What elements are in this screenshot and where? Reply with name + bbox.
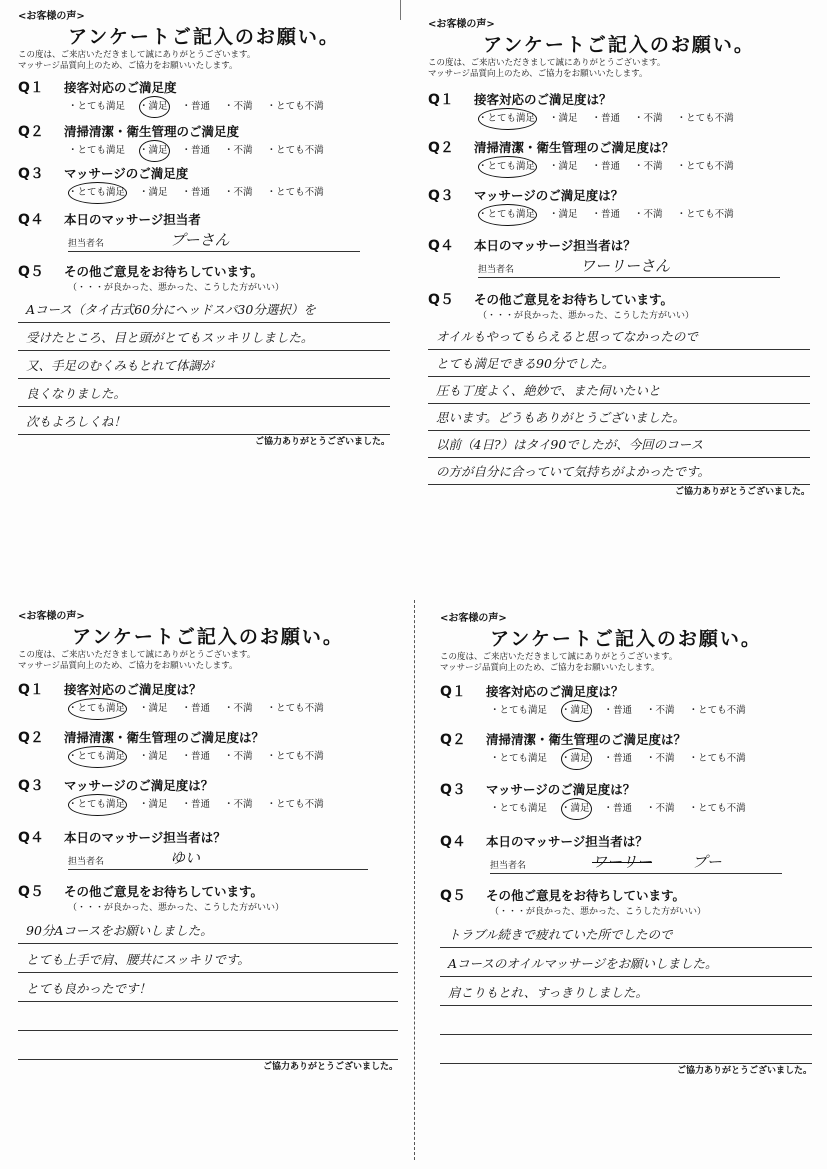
question-number: Q２ xyxy=(428,140,454,156)
question-number: Q３ xyxy=(18,778,44,794)
comment-line: 以前（4日?）はタイ90でしたが、今回のコース xyxy=(428,432,810,458)
question-5 xyxy=(428,290,810,485)
survey-card xyxy=(18,610,398,1074)
top-divider xyxy=(400,0,401,20)
card-intro xyxy=(18,50,390,72)
question-text: マッサージのご満足度は？ xyxy=(474,188,624,203)
question-text: 清掃清潔・衛生管理のご満足度は？ xyxy=(64,730,265,745)
rating-option[interactable]: ・不満 xyxy=(224,751,253,762)
question-row xyxy=(18,882,398,902)
rating-option[interactable]: ・とても不満 xyxy=(266,703,324,714)
staff-name-struck: ワーリー xyxy=(592,853,653,871)
survey-card xyxy=(428,18,810,499)
intro-line: この度は、ご来店いただきまして誠にありがとうございます。 xyxy=(440,652,678,662)
card-divider xyxy=(414,600,415,1160)
question-number: Q３ xyxy=(428,188,454,204)
question-number: Q５ xyxy=(428,292,454,308)
question-row xyxy=(428,186,810,206)
question-3 xyxy=(428,186,810,224)
question-hint: （・・・が良かった、悪かった、こうした方がいい） xyxy=(478,311,695,321)
rating-options xyxy=(18,700,398,718)
question-2 xyxy=(18,728,398,766)
staff-label: 担当者名 xyxy=(490,861,527,871)
rating-option[interactable]: ・普通 xyxy=(603,803,633,814)
rating-option[interactable]: ・満足 xyxy=(139,751,168,762)
rating-options xyxy=(18,184,390,202)
rating-option[interactable]: ・満足 xyxy=(139,703,168,714)
question-row xyxy=(18,210,390,230)
rating-option[interactable]: ・満足 xyxy=(139,799,168,810)
comment-line: 良くなりました。 xyxy=(18,381,390,407)
comment-line xyxy=(18,1034,398,1060)
rating-option[interactable]: ・不満 xyxy=(634,209,663,220)
rating-option[interactable]: ・普通 xyxy=(181,145,211,156)
rating-option[interactable]: ・不満 xyxy=(646,705,675,716)
rating-option[interactable]: ・不満 xyxy=(224,703,253,714)
intro-line: マッサージ品質向上のため、ご協力をお願いいたします。 xyxy=(440,663,660,673)
rating-option[interactable]: ・とても満足 xyxy=(68,796,125,814)
question-row xyxy=(440,886,812,906)
rating-option[interactable]: ・とても満足 xyxy=(68,184,125,202)
question-row xyxy=(440,832,812,852)
question-hint: （・・・が良かった、悪かった、こうした方がいい） xyxy=(68,903,285,913)
question-number: Q２ xyxy=(440,732,466,748)
rating-option[interactable]: ・とても満足 xyxy=(68,145,126,156)
rating-option[interactable]: ・不満 xyxy=(646,753,675,764)
question-text: 本日のマッサージ担当者は？ xyxy=(64,830,226,845)
rating-option[interactable]: ・とても不満 xyxy=(266,145,324,156)
rating-option[interactable]: ・とても満足 xyxy=(68,748,125,766)
rating-options xyxy=(440,702,812,720)
survey-card xyxy=(440,612,812,1078)
question-text: 清掃清潔・衛生管理のご満足度は？ xyxy=(486,732,687,747)
staff-name: プー xyxy=(692,853,722,871)
rating-option[interactable]: ・満足 xyxy=(561,800,590,818)
question-3 xyxy=(18,776,398,814)
rating-option[interactable]: ・普通 xyxy=(603,753,633,764)
comment-area[interactable] xyxy=(428,324,810,485)
question-number: Q５ xyxy=(18,884,44,900)
question-2 xyxy=(440,730,812,768)
question-number: Q３ xyxy=(18,166,44,182)
comment-line: とても上手で肩、腰共にスッキリです。 xyxy=(18,947,398,973)
staff-line[interactable] xyxy=(490,851,782,874)
question-row xyxy=(18,164,390,184)
rating-options xyxy=(440,750,812,768)
question-text: その他ご意見をお待ちしています。 xyxy=(474,292,674,307)
comment-line: 思います。どうもありがとうございました。 xyxy=(428,405,810,431)
intro-line: マッサージ品質向上のため、ご協力をお願いいたします。 xyxy=(428,69,648,79)
rating-option[interactable]: ・とても不満 xyxy=(688,705,746,716)
question-4 xyxy=(428,236,810,278)
rating-option[interactable]: ・不満 xyxy=(224,799,253,810)
intro-line: この度は、ご来店いただきまして誠にありがとうございます。 xyxy=(18,50,256,60)
comment-line: 90分Aコースをお願いしました。 xyxy=(18,918,398,944)
survey-card xyxy=(18,10,390,449)
staff-field xyxy=(428,256,810,278)
rating-option[interactable]: ・普通 xyxy=(181,187,211,198)
thanks-note: ご協力ありがとうございました。 xyxy=(674,487,810,497)
staff-label: 担当者名 xyxy=(68,239,105,249)
question-3 xyxy=(18,164,390,202)
comment-line: Aコース（タイ古式60分にヘッドスパ30分選択）を xyxy=(18,297,390,323)
rating-option[interactable]: ・不満 xyxy=(634,161,663,172)
rating-option[interactable]: ・不満 xyxy=(646,803,675,814)
comment-line: とても良かったです！ xyxy=(18,976,398,1002)
question-5 xyxy=(18,882,398,1060)
thanks-note: ご協力ありがとうございました。 xyxy=(262,1062,398,1072)
rating-option[interactable]: ・満足 xyxy=(139,98,168,116)
question-text: 清掃清潔・衛生管理のご満足度は？ xyxy=(474,140,675,155)
question-row xyxy=(18,728,398,748)
rating-option[interactable]: ・不満 xyxy=(224,187,253,198)
question-number: Q１ xyxy=(18,80,44,96)
card-title: アンケートご記入のお願い。 xyxy=(72,626,344,648)
question-number: Q５ xyxy=(18,264,44,280)
rating-option[interactable]: ・とても満足 xyxy=(68,101,126,112)
rating-option[interactable]: ・とても満足 xyxy=(478,110,535,128)
staff-line[interactable] xyxy=(68,229,360,252)
rating-options xyxy=(428,158,810,176)
question-text: 接客対応のご満足度 xyxy=(64,80,177,95)
comment-line: とても満足できる90分でした。 xyxy=(428,351,810,377)
rating-option[interactable]: ・とても満足 xyxy=(478,206,535,224)
question-number: Q４ xyxy=(440,834,466,850)
comment-area[interactable] xyxy=(440,922,812,1064)
rating-options xyxy=(18,748,398,766)
question-5 xyxy=(440,886,812,1064)
rating-option[interactable]: ・とても満足 xyxy=(490,803,548,814)
comment-line: 又、手足のむくみもとれて体調が xyxy=(18,353,390,379)
staff-field xyxy=(18,230,390,252)
question-row xyxy=(440,780,812,800)
question-row xyxy=(18,680,398,700)
question-row xyxy=(18,122,390,142)
question-3 xyxy=(440,780,812,818)
question-text: 接客対応のご満足度は？ xyxy=(474,92,612,107)
staff-label: 担当者名 xyxy=(478,265,515,275)
intro-line: この度は、ご来店いただきまして誠にありがとうございます。 xyxy=(18,650,256,660)
question-row xyxy=(18,78,390,98)
rating-option[interactable]: ・不満 xyxy=(224,101,253,112)
question-text: その他ご意見をお待ちしています。 xyxy=(486,888,686,903)
question-text: 接客対応のご満足度は？ xyxy=(64,682,202,697)
rating-option[interactable]: ・とても不満 xyxy=(676,113,734,124)
rating-option[interactable]: ・満足 xyxy=(139,142,168,160)
question-number: Q２ xyxy=(18,124,44,140)
rating-option[interactable]: ・普通 xyxy=(181,751,211,762)
comment-line xyxy=(18,1005,398,1031)
question-text: 清掃清潔・衛生管理のご満足度 xyxy=(64,124,240,139)
question-hint: （・・・が良かった、悪かった、こうした方がいい） xyxy=(68,283,285,293)
rating-option[interactable]: ・とても不満 xyxy=(688,803,746,814)
rating-option[interactable]: ・とても満足 xyxy=(478,158,535,176)
question-row xyxy=(18,828,398,848)
question-row xyxy=(440,682,812,702)
comment-area[interactable] xyxy=(18,297,390,435)
question-number: Q４ xyxy=(18,830,44,846)
question-number: Q１ xyxy=(18,682,44,698)
question-number: Q１ xyxy=(428,92,454,108)
card-header: <お客様の声> xyxy=(18,611,85,622)
question-number: Q２ xyxy=(18,730,44,746)
intro-line: この度は、ご来店いただきまして誠にありがとうございます。 xyxy=(428,58,666,68)
staff-field xyxy=(18,848,398,870)
rating-option[interactable]: ・普通 xyxy=(181,799,211,810)
question-number: Q３ xyxy=(440,782,466,798)
question-row xyxy=(428,90,810,110)
comment-line: Aコースのオイルマッサージをお願いしました。 xyxy=(440,951,812,977)
card-header: <お客様の声> xyxy=(18,11,85,22)
staff-line[interactable] xyxy=(68,847,368,870)
comment-line: オイルもやってもらえると思ってなかったので xyxy=(428,324,810,350)
rating-option[interactable]: ・満足 xyxy=(561,750,590,768)
question-number: Q５ xyxy=(440,888,466,904)
comment-line: 次もよろしくね！ xyxy=(18,409,390,435)
rating-option[interactable]: ・とても不満 xyxy=(266,799,324,810)
card-intro xyxy=(440,652,812,674)
rating-option[interactable]: ・普通 xyxy=(181,703,211,714)
question-5 xyxy=(18,262,390,435)
comment-line: 受けたところ、目と頭がとてもスッキリしました。 xyxy=(18,325,390,351)
question-4 xyxy=(440,832,812,874)
rating-option[interactable]: ・不満 xyxy=(634,113,663,124)
rating-options xyxy=(428,206,810,224)
question-number: Q１ xyxy=(440,684,466,700)
rating-option[interactable]: ・普通 xyxy=(591,161,621,172)
card-title: アンケートご記入のお願い。 xyxy=(68,26,340,48)
rating-option[interactable]: ・満足 xyxy=(139,187,168,198)
question-text: マッサージのご満足度は？ xyxy=(64,778,214,793)
question-text: 本日のマッサージ担当者は？ xyxy=(474,238,636,253)
rating-option[interactable]: ・とても不満 xyxy=(688,753,746,764)
question-hint: （・・・が良かった、悪かった、こうした方がいい） xyxy=(490,907,707,917)
staff-line[interactable] xyxy=(478,255,780,278)
staff-name: ゆい xyxy=(170,849,201,867)
question-row xyxy=(18,262,390,282)
rating-option[interactable]: ・とても満足 xyxy=(490,705,548,716)
card-intro xyxy=(18,650,398,672)
rating-option[interactable]: ・とても不満 xyxy=(266,187,324,198)
question-number: Q４ xyxy=(428,238,454,254)
question-row xyxy=(428,236,810,256)
comment-line xyxy=(440,1009,812,1035)
comment-line: の方が自分に合っていて気持ちがよかったです。 xyxy=(428,459,810,485)
question-text: その他ご意見をお待ちしています。 xyxy=(64,884,264,899)
question-text: 本日のマッサージ担当者 xyxy=(64,212,201,227)
staff-name: ワーリーさん xyxy=(580,257,671,275)
question-2 xyxy=(428,138,810,176)
rating-options xyxy=(18,98,390,116)
rating-option[interactable]: ・とても不満 xyxy=(676,209,734,220)
staff-label: 担当者名 xyxy=(68,857,105,867)
rating-option[interactable]: ・満足 xyxy=(549,113,578,124)
rating-option[interactable]: ・不満 xyxy=(224,145,253,156)
question-row xyxy=(440,730,812,750)
staff-name: プーさん xyxy=(170,231,230,249)
rating-options xyxy=(440,800,812,818)
rating-option[interactable]: ・普通 xyxy=(603,705,633,716)
question-row xyxy=(18,776,398,796)
rating-option[interactable]: ・満足 xyxy=(549,161,578,172)
question-1 xyxy=(18,680,398,718)
staff-field xyxy=(440,852,812,874)
rating-option[interactable]: ・普通 xyxy=(591,209,621,220)
intro-line: マッサージ品質向上のため、ご協力をお願いいたします。 xyxy=(18,61,238,71)
question-row xyxy=(428,138,810,158)
thanks-note: ご協力ありがとうございました。 xyxy=(254,437,390,447)
rating-option[interactable]: ・満足 xyxy=(561,702,590,720)
rating-option[interactable]: ・とても満足 xyxy=(68,700,125,718)
card-title: アンケートご記入のお願い。 xyxy=(483,34,755,56)
question-row xyxy=(428,290,810,310)
rating-option[interactable]: ・とても不満 xyxy=(676,161,734,172)
question-number: Q４ xyxy=(18,212,44,228)
rating-option[interactable]: ・普通 xyxy=(591,113,621,124)
question-text: その他ご意見をお待ちしています。 xyxy=(64,264,264,279)
question-4 xyxy=(18,210,390,252)
question-text: 本日のマッサージ担当者は？ xyxy=(486,834,648,849)
comment-area[interactable] xyxy=(18,918,398,1060)
rating-option[interactable]: ・とても満足 xyxy=(490,753,548,764)
card-header: <お客様の声> xyxy=(440,613,507,624)
question-1 xyxy=(18,78,390,116)
rating-options xyxy=(18,796,398,814)
comment-line xyxy=(440,1038,812,1064)
question-text: マッサージのご満足度 xyxy=(64,166,189,181)
thanks-note: ご協力ありがとうございました。 xyxy=(676,1066,812,1076)
rating-options xyxy=(428,110,810,128)
question-1 xyxy=(440,682,812,720)
rating-options xyxy=(18,142,390,160)
card-header: <お客様の声> xyxy=(428,19,495,30)
comment-line: トラブル続きで疲れていた所でしたので xyxy=(440,922,812,948)
comment-line: 肩こりもとれ、すっきりしました。 xyxy=(440,980,812,1006)
question-1 xyxy=(428,90,810,128)
card-title: アンケートご記入のお願い。 xyxy=(490,628,762,650)
question-text: マッサージのご満足度は？ xyxy=(486,782,636,797)
rating-option[interactable]: ・普通 xyxy=(181,101,211,112)
question-text: 接客対応のご満足度は？ xyxy=(486,684,624,699)
intro-line: マッサージ品質向上のため、ご協力をお願いいたします。 xyxy=(18,661,238,671)
question-2 xyxy=(18,122,390,160)
rating-option[interactable]: ・満足 xyxy=(549,209,578,220)
rating-option[interactable]: ・とても不満 xyxy=(266,101,324,112)
comment-line: 圧も丁度よく、絶妙で、また伺いたいと xyxy=(428,378,810,404)
question-4 xyxy=(18,828,398,870)
card-intro xyxy=(428,58,810,80)
rating-option[interactable]: ・とても不満 xyxy=(266,751,324,762)
